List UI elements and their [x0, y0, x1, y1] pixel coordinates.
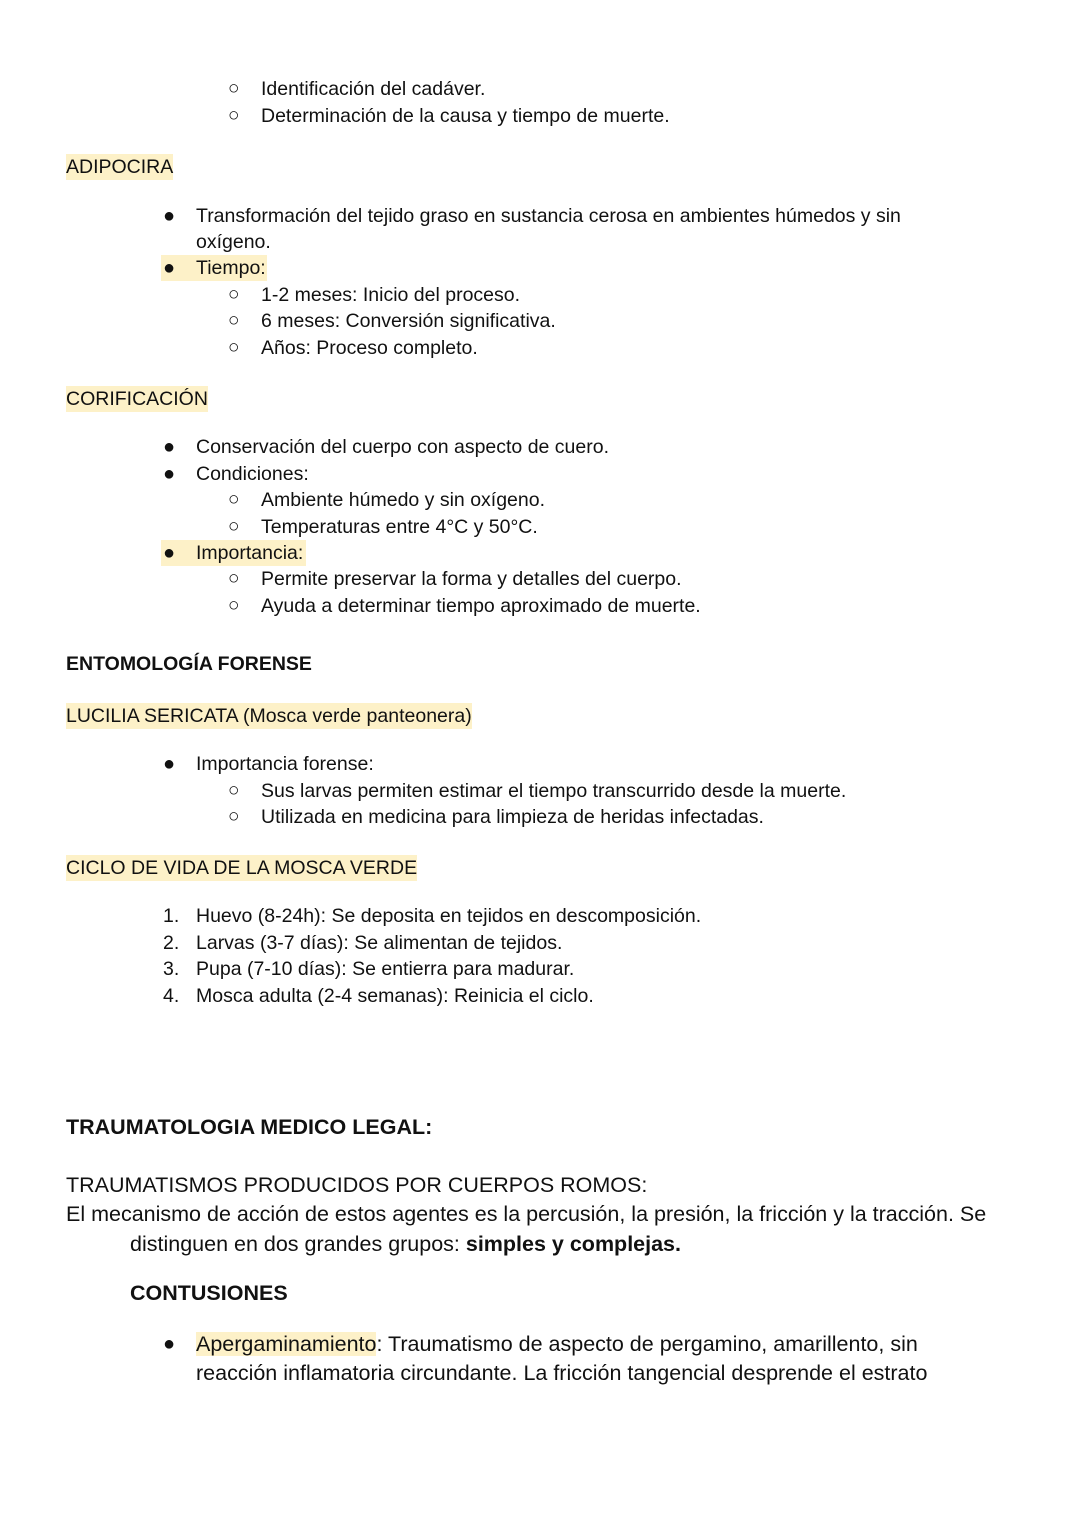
list-item: Huevo (8-24h): Se deposita en tejidos en descomposición. — [196, 905, 702, 927]
list-item: 1-2 meses: Inicio del proceso. — [261, 284, 521, 306]
subheading-contusiones: CONTUSIONES — [130, 1281, 288, 1305]
circle-bullet-icon: ○ — [228, 568, 240, 589]
list-item: Condiciones: — [196, 463, 309, 485]
list-number: 1. — [163, 905, 180, 927]
list-item: 6 meses: Conversión significativa. — [261, 310, 556, 332]
paragraph-bold-text: simples y complejas. — [465, 1232, 681, 1256]
list-number: 3. — [163, 958, 180, 980]
circle-bullet-icon: ○ — [228, 780, 240, 801]
section-heading-traumatologia: TRAUMATOLOGIA MEDICO LEGAL: — [66, 1115, 433, 1139]
bullet-icon: ● — [163, 463, 176, 485]
list-item: Conservación del cuerpo con aspecto de cuero. — [196, 436, 610, 458]
section-heading-entomologia: ENTOMOLOGÍA FORENSE — [66, 653, 312, 675]
list-item: Transformación del tejido graso en sustancia cerosa en ambientes húmedos y sin — [196, 205, 901, 227]
list-item: Ayuda a determinar tiempo aproximado de muerte. — [261, 595, 701, 617]
circle-bullet-icon: ○ — [228, 284, 240, 305]
list-item-continuation: reacción inflamatoria circundante. La fricción tangencial desprende el estrato — [196, 1361, 928, 1385]
list-item: Determinación de la causa y tiempo de muerte. — [261, 105, 670, 127]
bullet-icon: ● — [163, 1333, 176, 1355]
bullet-icon: ● — [163, 205, 176, 227]
paragraph-line: El mecanismo de acción de estos agentes es la percusión, la presión, la fricción y la tracción. Se — [66, 1202, 987, 1226]
section-heading-adipocira: ADIPOCIRA — [66, 156, 174, 178]
circle-bullet-icon: ○ — [228, 78, 240, 99]
list-item: Importancia: — [196, 542, 304, 564]
list-item-continuation: oxígeno. — [196, 231, 271, 253]
highlighted-term: Apergaminamiento — [196, 1332, 377, 1356]
circle-bullet-icon: ○ — [228, 489, 240, 510]
list-item-text: : Traumatismo de aspecto de pergamino, amarillento, sin — [376, 1332, 918, 1356]
paragraph-line — [130, 1229, 681, 1259]
section-heading-corificacion: CORIFICACIÓN — [66, 388, 208, 410]
list-number: 4. — [163, 985, 180, 1007]
bullet-icon: ● — [163, 257, 176, 279]
paragraph-text: distinguen en dos grandes grupos: — [130, 1232, 466, 1256]
list-item: Temperaturas entre 4°C y 50°C. — [261, 516, 538, 538]
section-heading-ciclo: CICLO DE VIDA DE LA MOSCA VERDE — [66, 857, 418, 879]
subheading-traumatismos: TRAUMATISMOS PRODUCIDOS POR CUERPOS ROMOS: — [66, 1173, 648, 1197]
list-number: 2. — [163, 932, 180, 954]
bullet-icon: ● — [163, 753, 176, 775]
list-item: Sus larvas permiten estimar el tiempo transcurrido desde la muerte. — [261, 780, 847, 802]
circle-bullet-icon: ○ — [228, 337, 240, 358]
circle-bullet-icon: ○ — [228, 806, 240, 827]
list-item — [196, 1329, 918, 1359]
circle-bullet-icon: ○ — [228, 310, 240, 331]
circle-bullet-icon: ○ — [228, 595, 240, 616]
list-item: Tiempo: — [196, 257, 266, 279]
list-item: Mosca adulta (2-4 semanas): Reinicia el ciclo. — [196, 985, 594, 1007]
list-item: Pupa (7-10 días): Se entierra para madurar. — [196, 958, 575, 980]
bullet-icon: ● — [163, 436, 176, 458]
list-item: Utilizada en medicina para limpieza de heridas infectadas. — [261, 806, 764, 828]
list-item: Ambiente húmedo y sin oxígeno. — [261, 489, 546, 511]
bullet-icon: ● — [163, 542, 176, 564]
list-item: Permite preservar la forma y detalles del cuerpo. — [261, 568, 682, 590]
list-item: Años: Proceso completo. — [261, 337, 478, 359]
list-item: Larvas (3-7 días): Se alimentan de tejidos. — [196, 932, 563, 954]
list-item: Importancia forense: — [196, 753, 374, 775]
circle-bullet-icon: ○ — [228, 105, 240, 126]
circle-bullet-icon: ○ — [228, 516, 240, 537]
list-item: Identificación del cadáver. — [261, 78, 486, 100]
section-heading-lucilia: LUCILIA SERICATA (Mosca verde panteonera) — [66, 705, 472, 727]
